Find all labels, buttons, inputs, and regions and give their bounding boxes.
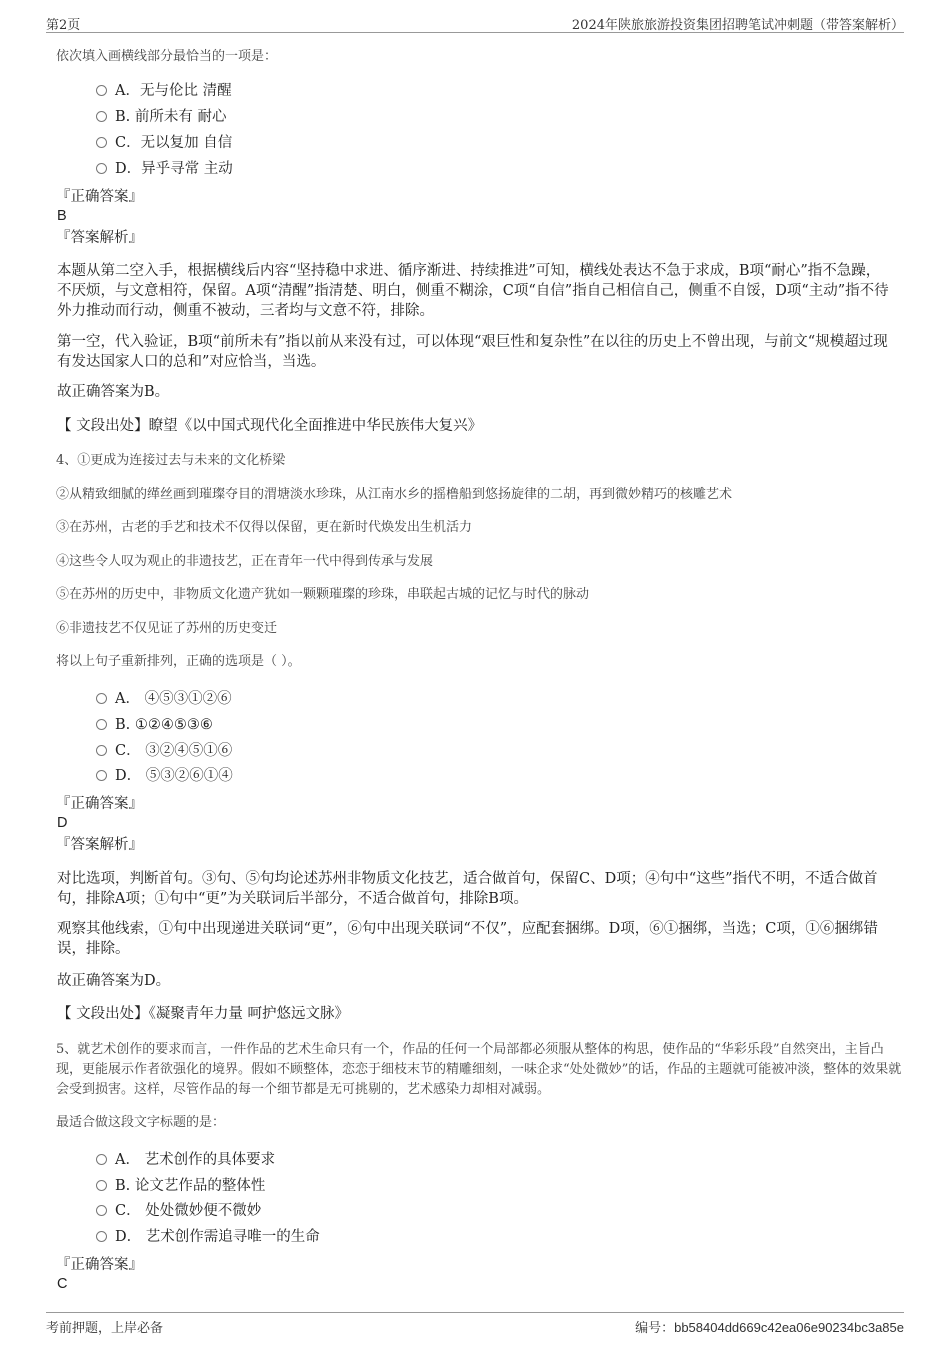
radio-icon[interactable] [96,1180,107,1191]
radio-icon[interactable] [96,85,107,96]
q3-option-c[interactable]: C．无以复加 自信 [96,133,232,153]
q4-answer: D [57,815,68,831]
radio-icon[interactable] [96,719,107,730]
q3-option-b[interactable]: B. 前所未有 耐心 [96,107,226,127]
q4-analysis-para-3: 故正确答案为D。 [57,973,171,989]
page-footer [46,1312,904,1337]
q3-analysis-para-1: 本题从第二空入手，根据横线后内容“坚持稳中求进、循序渐进、持续推进”可知，横线处表达不急于求成，B项“耐心”指不急躁，不厌烦，与文意相符，保留。A项“清醒”指清楚、明白，侧重不糊涂，C项“自信”指自己相信自己，侧重不自馁，D项“主动”指不待外力推动而行动，侧重不被动，三者均与文意不符，排除。 [57,263,889,319]
q4-sentence-2: ②从精致细腻的缂丝画到璀璨夺目的渭塘淡水珍珠，从江南水乡的摇橹船到悠扬旋律的二胡，再到微妙精巧的核雕艺术 [56,487,733,502]
q4-source: 【 文段出处】《凝聚青年力量 呵护悠远文脉》 [57,1006,349,1022]
q4-option-c[interactable]: C． ③②④⑤①⑥ [96,741,232,761]
q5-passage: 5、就艺术创作的要求而言，一件作品的艺术生命只有一个，作品的任何一个局部都必须服从整体的构思，使作品的“华彩乐段”自然突出，主旨凸现，更能展示作者欲强化的境界。假如不顾整体，恋恋于细枝末节的精雕细刻，一味企求“处处微妙”的话，作品的主题就可能被冲淡，整体的效果就会受到损害。这样，尽管作品的每一个细节都是无可挑剔的，艺术感染力却相对减弱。 [56,1042,902,1097]
footer-slogan: 考前押题，上岸必备 [46,1321,164,1336]
q4-option-b[interactable]: B. ①②④⑤③⑥ [96,715,213,735]
radio-icon[interactable] [96,1231,107,1242]
page-number: 第2页 [46,18,81,33]
q4-answer-label: 『正确答案』 [56,796,143,812]
q4-option-d[interactable]: D． ⑤③②⑥①④ [96,766,233,786]
radio-icon[interactable] [96,137,107,148]
q3-answer-label: 『正确答案』 [56,189,143,205]
radio-icon[interactable] [96,111,107,122]
q5-option-d[interactable]: D． 艺术创作需追寻唯一的生命 [96,1227,320,1247]
q3-option-d[interactable]: D．异乎寻常 主动 [96,159,233,179]
q4-analysis-para-1: 对比选项，判断首句。③句、⑤句均论述苏州非物质文化技艺，适合做首句，保留C、D项；④句中“这些”指代不明，不适合做首句，排除A项；①句中“更”为关联词后半部分，不适合做首句，排除B项。 [57,871,878,907]
q5-option-c[interactable]: C． 处处微妙便不微妙 [96,1201,261,1221]
q4-analysis-label: 『答案解析』 [56,837,143,853]
radio-icon[interactable] [96,745,107,756]
q3-analysis-label: 『答案解析』 [56,230,143,246]
q4-sentence-3: ③在苏州，古老的手艺和技术不仅得以保留，更在新时代焕发出生机活力 [56,520,473,535]
q3-analysis-para-2: 第一空，代入验证，B项“前所未有”指以前从来没有过，可以体现“艰巨性和复杂性”在以往的历史上不曾出现，与前文“规模超过现有发达国家人口的总和”对应恰当，当选。 [57,334,888,370]
q3-option-a[interactable]: A．无与伦比 清醒 [96,81,232,101]
q3-prompt: 依次填入画横线部分最恰当的一项是： [56,49,278,64]
q4-prompt: 将以上句子重新排列，正确的选项是（ ）。 [56,654,301,669]
document-title: 2024年陕旅旅游投资集团招聘笔试冲刺题（带答案解析） [571,18,904,33]
q3-analysis-para-3: 故正确答案为B。 [57,384,170,400]
radio-icon[interactable] [96,163,107,174]
q5-option-a[interactable]: A． 艺术创作的具体要求 [96,1150,275,1170]
q5-prompt: 最适合做这段文字标题的是： [56,1115,226,1130]
q5-answer: C [57,1276,68,1292]
q5-option-b[interactable]: B. 论文艺作品的整体性 [96,1176,265,1196]
radio-icon[interactable] [96,1154,107,1165]
radio-icon[interactable] [96,1205,107,1216]
page-header [46,12,904,33]
footer-serial: 编号：bb58404dd669c42ea06e90234bc3a85e [635,1320,904,1335]
radio-icon[interactable] [96,770,107,781]
q4-sentence-1: 4、①更成为连接过去与未来的文化桥梁 [56,453,286,468]
q4-option-a[interactable]: A． ④⑤③①②⑥ [96,689,232,709]
q4-sentence-6: ⑥非遗技艺不仅见证了苏州的历史变迁 [56,621,278,636]
q4-sentence-5: ⑤在苏州的历史中，非物质文化遗产犹如一颗颗璀璨的珍珠，串联起古城的记忆与时代的脉动 [56,587,590,602]
q3-source: 【 文段出处】瞭望《以中国式现代化全面推进中华民族伟大复兴》 [57,418,483,434]
q4-analysis-para-2: 观察其他线索，①句中出现递进关联词“更”，⑥句中出现关联词“不仅”，应配套捆绑。D项，⑥①捆绑，当选；C项，①⑥捆绑错误，排除。 [57,921,878,957]
q3-answer: B [57,208,67,224]
q4-sentence-4: ④这些令人叹为观止的非遗技艺，正在青年一代中得到传承与发展 [56,554,434,569]
q5-answer-label: 『正确答案』 [56,1257,143,1273]
radio-icon[interactable] [96,693,107,704]
